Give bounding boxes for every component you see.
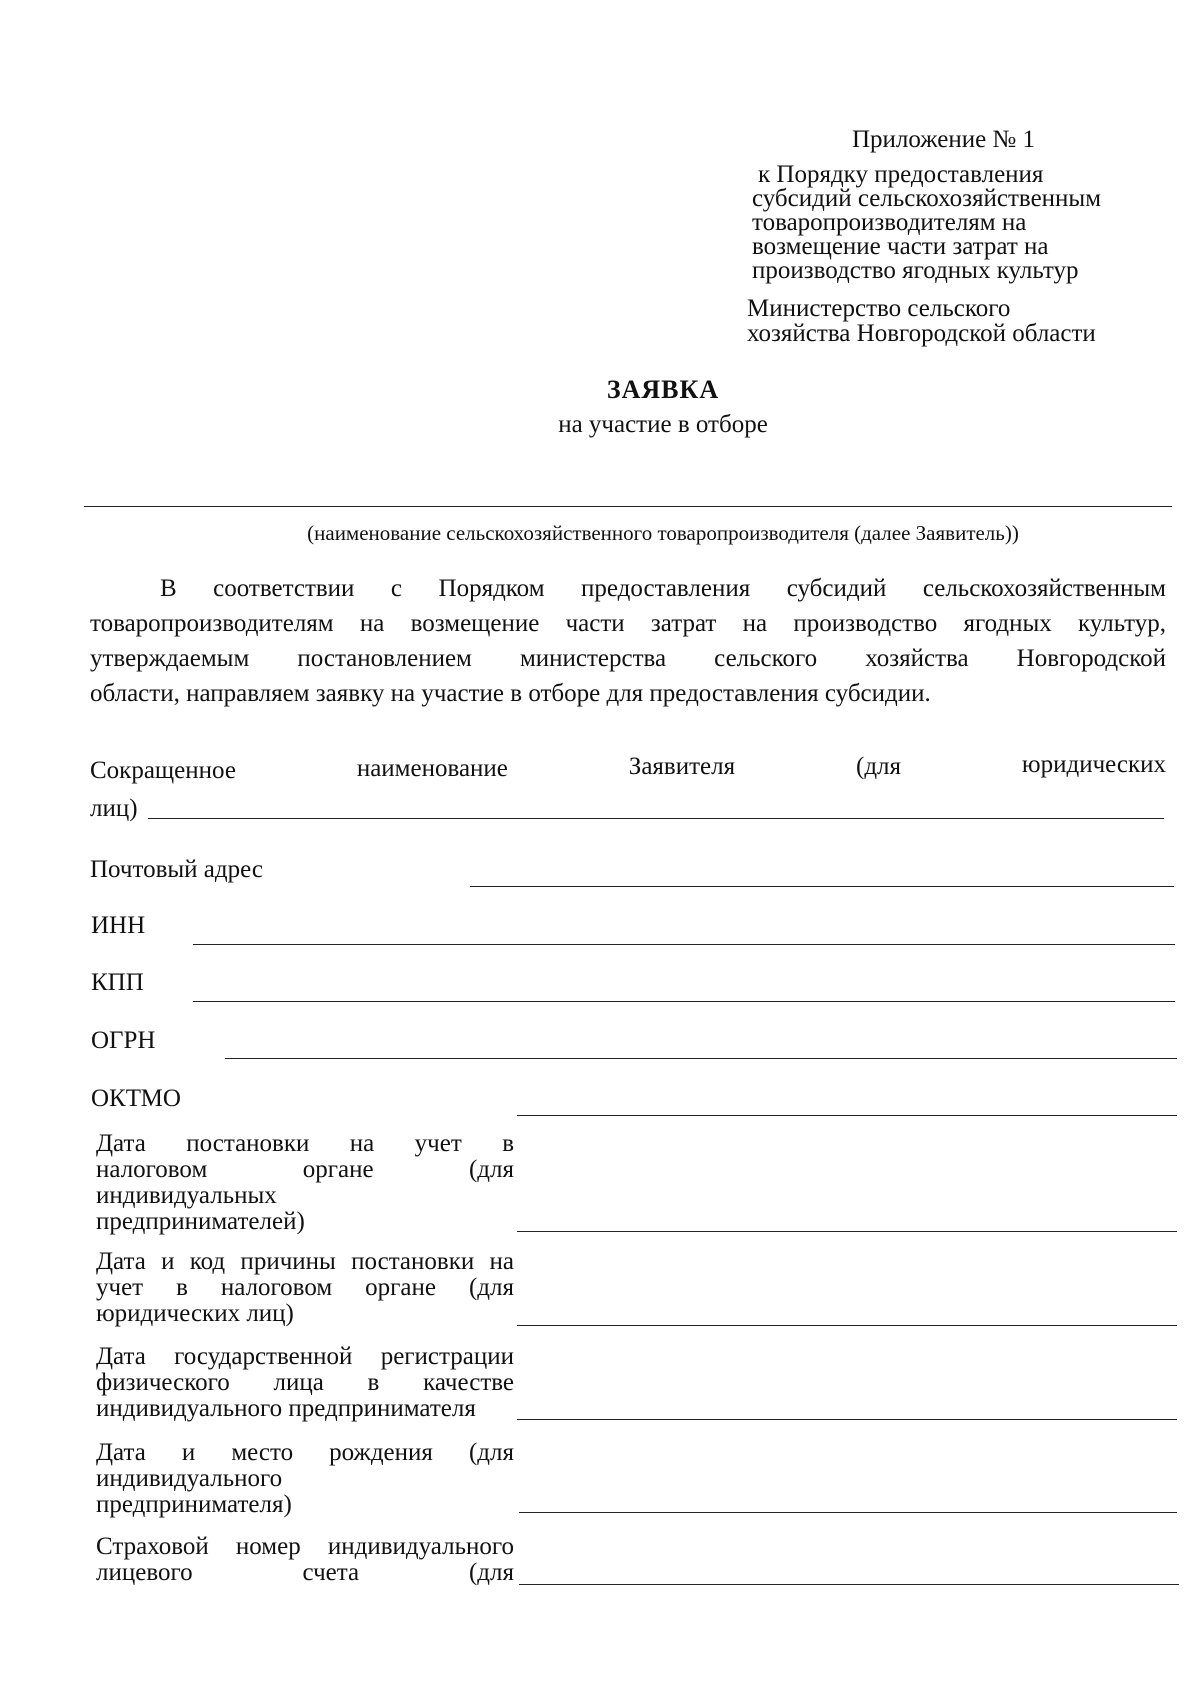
label-line: Страховой номер индивидуального xyxy=(96,1533,514,1560)
short-name-word: Сокращенное xyxy=(90,757,236,784)
short-name-word: Заявителя xyxy=(628,753,736,780)
label-line: лицевого счета (для xyxy=(96,1559,514,1586)
appendix-number: Приложение № 1 xyxy=(852,126,1036,153)
oktmo-label: ОКТМО xyxy=(91,1085,181,1112)
label-line: предпринимателей) xyxy=(96,1208,305,1235)
oktmo-field[interactable] xyxy=(517,1115,1177,1116)
appendix-reference-line: товаропроизводителям на xyxy=(752,209,1027,236)
ogrn-label: ОГРН xyxy=(91,1027,156,1054)
label-line: налоговом органе (для xyxy=(96,1156,514,1183)
inn-label: ИНН xyxy=(91,912,146,939)
intro-line: области, направляем заявку на участие в отборе для предоставления субсидии. xyxy=(90,680,931,707)
state-reg-ip-label xyxy=(96,1344,514,1422)
birth-ip-label xyxy=(96,1440,514,1518)
document-title: ЗАЯВКА xyxy=(606,375,720,404)
tax-date-ip-label xyxy=(96,1131,514,1235)
postal-address-label: Почтовый адрес xyxy=(90,856,263,883)
kpp-field[interactable] xyxy=(193,1001,1175,1002)
intro-paragraph xyxy=(90,571,1166,711)
intro-line: утверждаемым постановлением министерства сельского хозяйства Новгородской xyxy=(90,645,1166,672)
tax-date-ul-label xyxy=(96,1249,514,1327)
appendix-reference-line: субсидий сельскохозяйственным xyxy=(752,185,1102,212)
label-line: Дата и код причины постановки на xyxy=(96,1248,514,1275)
appendix-reference-line: возмещение части затрат на xyxy=(752,233,1049,260)
tax-date-ip-field[interactable] xyxy=(517,1231,1177,1232)
birth-ip-field[interactable] xyxy=(519,1512,1177,1513)
label-line: индивидуального xyxy=(96,1465,283,1492)
tax-date-ul-field[interactable] xyxy=(517,1325,1177,1326)
intro-line: В соответствии с Порядком предоставления субсидий сельскохозяйственным xyxy=(160,575,1166,602)
label-line: юридических лиц) xyxy=(96,1300,294,1327)
label-line: физического лица в качестве xyxy=(96,1369,514,1396)
short-name-word: наименование xyxy=(356,755,508,782)
appendix-reference-line: производство ягодных культур xyxy=(752,257,1079,284)
label-line: учет в налоговом органе (для xyxy=(96,1274,514,1301)
inn-field[interactable] xyxy=(193,944,1175,945)
label-line: Дата и место рождения (для xyxy=(96,1439,514,1466)
label-line: Дата государственной регистрации xyxy=(96,1343,514,1370)
document-subtitle: на участие в отборе xyxy=(558,411,768,438)
short-name-label xyxy=(90,753,1166,785)
short-name-field[interactable] xyxy=(148,818,1164,819)
label-line: индивидуального предпринимателя xyxy=(96,1395,476,1422)
short-name-word: юридических xyxy=(1021,751,1166,778)
state-reg-ip-field[interactable] xyxy=(517,1419,1177,1420)
short-name-label-cont: лиц) xyxy=(90,795,138,822)
applicant-name-line xyxy=(84,506,1172,507)
intro-line: товаропроизводителям на возмещение части затрат на производство ягодных культур, xyxy=(90,610,1166,637)
kpp-label: КПП xyxy=(91,969,144,996)
addressee-line: Министерство сельского xyxy=(747,295,1011,322)
applicant-name-caption: (наименование сельскохозяйственного товаропроизводителя (далее Заявитель)) xyxy=(307,521,1019,545)
snils-field[interactable] xyxy=(519,1584,1179,1585)
postal-address-field[interactable] xyxy=(470,886,1174,887)
addressee-line: хозяйства Новгородской области xyxy=(747,320,1096,347)
short-name-word: (для xyxy=(856,753,902,780)
label-line: индивидуальных xyxy=(96,1182,277,1209)
snils-label xyxy=(96,1534,514,1586)
appendix-reference xyxy=(752,163,1101,283)
ogrn-field[interactable] xyxy=(225,1058,1177,1059)
label-line: Дата постановки на учет в xyxy=(96,1130,514,1157)
addressee xyxy=(747,296,1096,346)
appendix-reference-line: к Порядку предоставления xyxy=(758,161,1044,188)
label-line: предпринимателя) xyxy=(96,1491,292,1518)
